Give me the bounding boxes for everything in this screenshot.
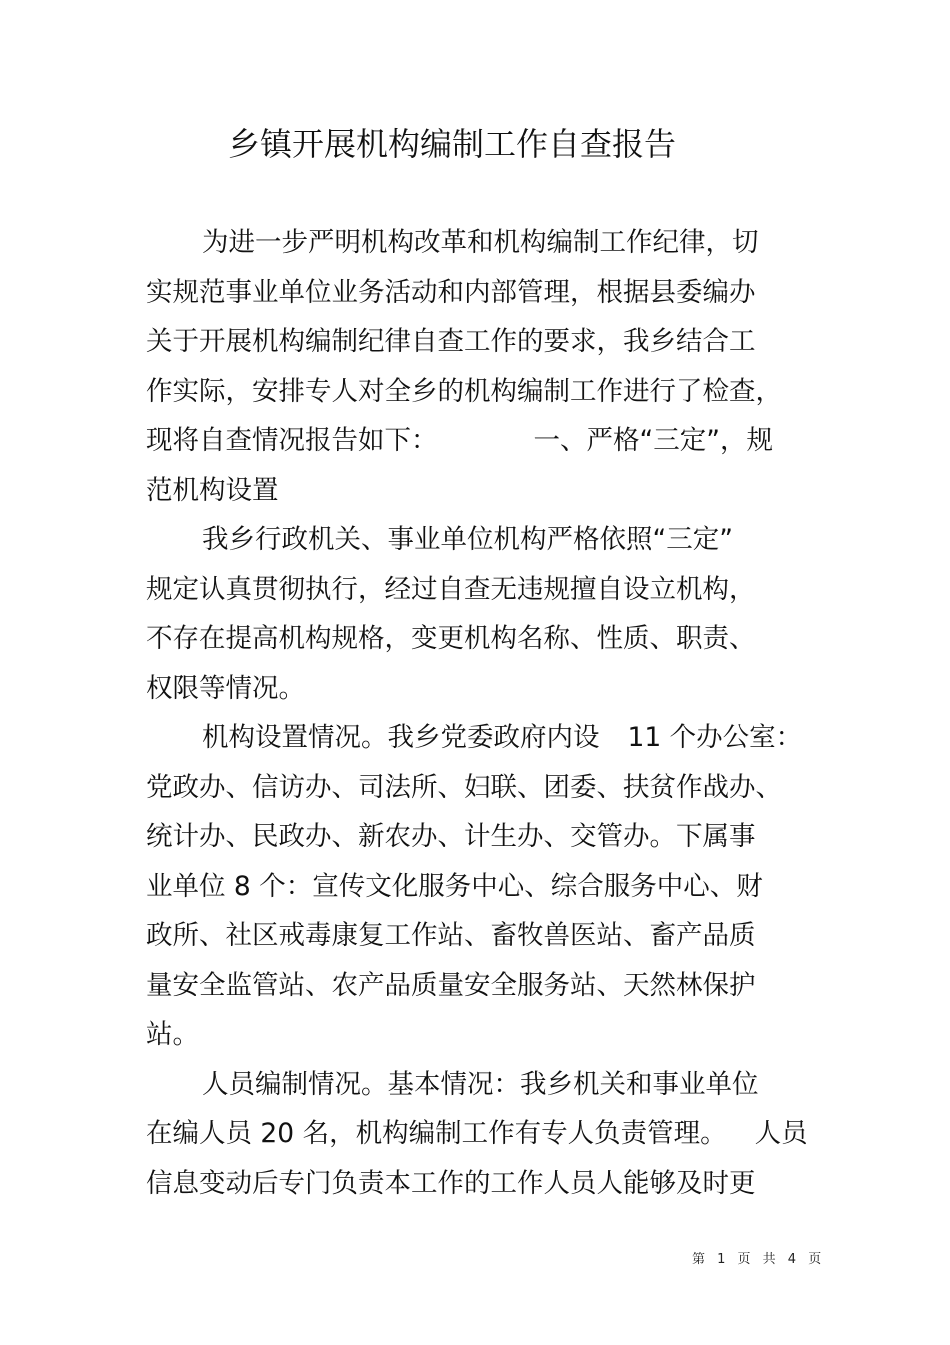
paragraph-line: 关于开展机构编制纪律自查工作的要求，我乡结合工 xyxy=(146,326,756,357)
paragraph-line: 实规范事业单位业务活动和内部管理，根据县委编办 xyxy=(146,276,756,308)
section-heading-one: 一、严格“三定”，规 xyxy=(533,425,773,456)
staff-count-text: 在编人员 20 名，机构编制工作有专人负责管理。 xyxy=(146,1118,727,1149)
office-count-text: 11 个办公室： xyxy=(627,722,803,753)
paragraph-line: 信息变动后专门负责本工作的工作人员人能够及时更 xyxy=(146,1167,756,1199)
document-title: 乡镇开展机构编制工作自查报告 xyxy=(228,125,677,163)
paragraph-line: 我乡行政机关、事业单位机构严格依照“三定” xyxy=(202,524,733,555)
paragraph-line: 业单位 8 个：宣传文化服务中心、综合服务中心、财 xyxy=(146,870,763,902)
paragraph-line: 权限等情况。 xyxy=(146,672,305,704)
paragraph-line xyxy=(146,416,826,466)
page-number: 第 1 页 共 4 页 xyxy=(692,1252,826,1267)
section-heading-continued: 范机构设置 xyxy=(146,474,279,506)
paragraph-line: 党政办、信访办、司法所、妇联、团委、扶贫作战办、 xyxy=(146,771,782,803)
paragraph-line: 规定认真贯彻执行，经过自查无违规擅自设立机构， xyxy=(146,573,756,605)
paragraph-line: 站。 xyxy=(146,1019,199,1050)
paragraph-line: 人员编制情况。基本情况：我乡机关和事业单位 xyxy=(202,1068,759,1100)
paragraph-line xyxy=(146,1109,826,1159)
org-setup-text: 机构设置情况。我乡党委政府内设 xyxy=(202,722,600,753)
paragraph-line: 量安全监管站、农产品质量安全服务站、天然林保护 xyxy=(146,969,756,1001)
paragraph-line: 不存在提高机构规格，变更机构名称、性质、职责、 xyxy=(146,623,756,654)
staff-continued-text: 人员 xyxy=(754,1118,808,1149)
report-intro-text: 现将自查情况报告如下： xyxy=(146,425,438,456)
paragraph-line: 作实际，安排专人对全乡的机构编制工作进行了检查， xyxy=(146,375,782,407)
paragraph-line xyxy=(146,713,826,763)
document-body xyxy=(146,218,826,1208)
paragraph-line: 为进一步严明机构改革和机构编制工作纪律，切 xyxy=(202,227,759,258)
paragraph-line: 政所、社区戒毒康复工作站、畜牧兽医站、畜产品质 xyxy=(146,920,756,951)
paragraph-line: 统计办、民政办、新农办、计生办、交管办。下属事 xyxy=(146,821,756,852)
